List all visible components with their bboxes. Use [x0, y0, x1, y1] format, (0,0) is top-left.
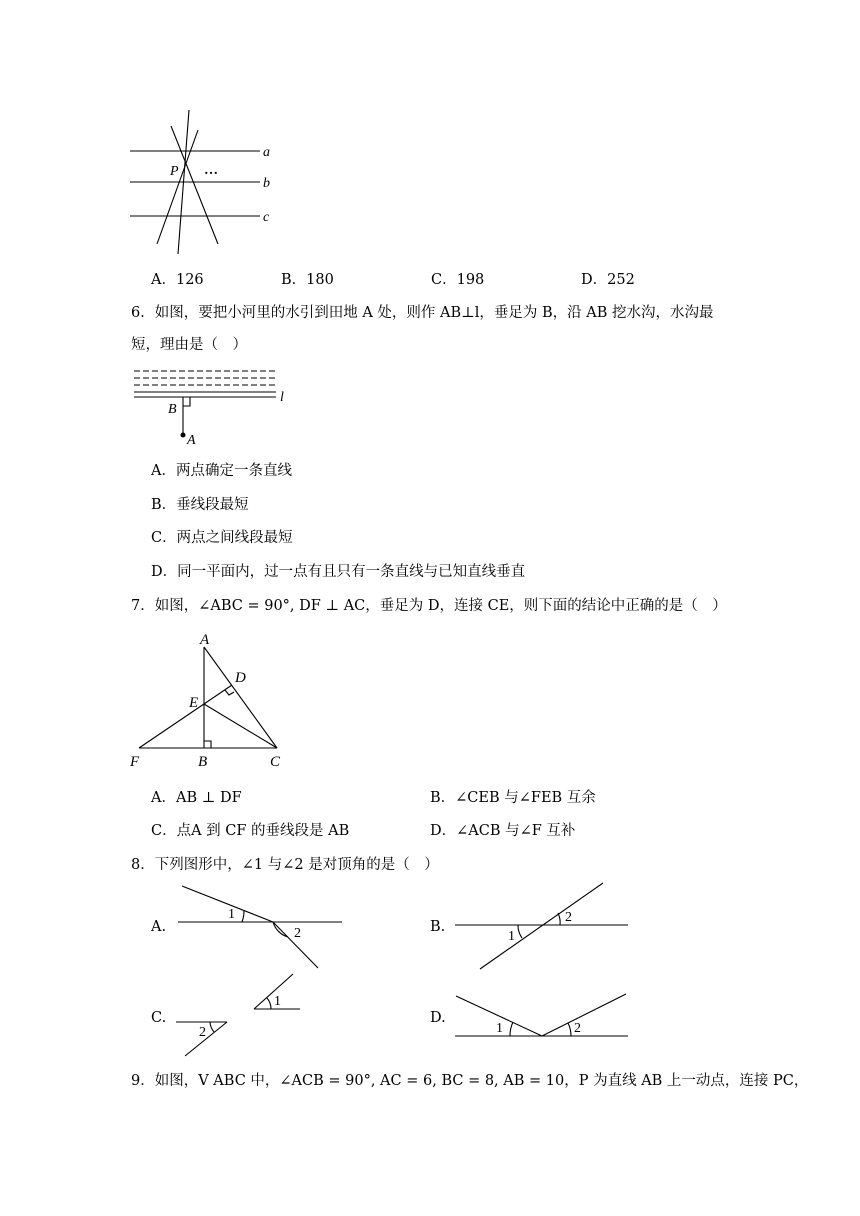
- q7-label-C: C: [270, 754, 281, 770]
- q8-option-a-angle-1: 1: [228, 907, 235, 922]
- q7-label-D: D: [235, 670, 246, 686]
- q5-figure: [120, 104, 290, 264]
- q7-option-a[interactable]: A．AB ⊥ DF: [151, 790, 242, 806]
- q8-option-c-figure[interactable]: [170, 968, 310, 1060]
- q6-stem-line1: 6．如图，要把小河里的水引到田地 A 处，则作 AB⊥l，垂足为 B，沿 AB 挖水沟，水沟最: [131, 305, 714, 321]
- q5-option-c-text: 198: [456, 272, 485, 288]
- q6-label-A: A: [187, 433, 196, 448]
- q7-option-c[interactable]: C．点A 到 CF 的垂线段是 AB: [151, 823, 350, 839]
- q8-option-d-angle-1: 1: [496, 1021, 503, 1036]
- q5-option-d-text: 252: [607, 272, 635, 288]
- q5-option-b[interactable]: [281, 270, 334, 290]
- q6-option-c[interactable]: C．两点之间线段最短: [151, 530, 293, 546]
- q8-option-b-angle-1: 1: [508, 929, 515, 944]
- q9-stem: 9．如图，V ABC 中，∠ACB = 90°, AC = 6, BC = 8, AB = 10，P 为直线 AB 上一动点，连接 PC，: [131, 1073, 809, 1089]
- q5-label-a: a: [263, 145, 270, 160]
- q5-label-dots: …: [204, 163, 218, 178]
- q5-label-P: P: [170, 164, 179, 179]
- q8-option-b-key[interactable]: B.: [430, 919, 446, 935]
- q6-label-l: l: [280, 390, 284, 405]
- q7-label-A: A: [200, 632, 210, 648]
- q6-stem-line2: 短，理由是（ ）: [131, 337, 247, 353]
- q5-option-b-key: B．: [281, 272, 307, 288]
- q8-option-c-key[interactable]: C.: [151, 1010, 167, 1026]
- q5-option-d[interactable]: [581, 270, 635, 290]
- q6-option-d[interactable]: D．同一平面内，过一点有且只有一条直线与已知直线垂直: [151, 564, 526, 580]
- q8-option-c-angle-2: 2: [199, 1025, 206, 1040]
- q7-label-B: B: [198, 754, 208, 770]
- q7-figure: [125, 627, 295, 772]
- q5-option-a[interactable]: [151, 270, 204, 290]
- q5-label-c: c: [263, 210, 270, 225]
- q8-option-c-angle-1: 1: [274, 994, 281, 1009]
- q8-option-b-angle-2: 2: [565, 910, 572, 925]
- q8-option-a-key[interactable]: A.: [151, 919, 167, 935]
- q7-option-b[interactable]: B．∠CEB 与∠FEB 互余: [430, 790, 596, 806]
- q8-option-d-key[interactable]: D.: [430, 1010, 446, 1026]
- q7-label-E: E: [189, 695, 199, 711]
- q7-label-F: F: [130, 754, 140, 770]
- q6-option-b[interactable]: B．垂线段最短: [151, 497, 249, 513]
- q5-option-c-key: C．: [431, 272, 457, 288]
- q8-option-d-figure[interactable]: [450, 988, 635, 1044]
- q8-option-d-angle-2: 2: [574, 1021, 581, 1036]
- q5-option-c[interactable]: [431, 270, 484, 290]
- q5-option-a-key: A．: [151, 272, 176, 288]
- q8-stem: 8．下列图形中，∠1 与∠2 是对顶角的是（ ）: [131, 857, 439, 873]
- q7-stem: 7．如图，∠ABC = 90°, DF ⊥ AC，垂足为 D，连接 CE，则下面的结论中正确的是（ ）: [131, 598, 727, 614]
- q8-option-b-figure[interactable]: [450, 878, 635, 973]
- q8-option-a-angle-2: 2: [294, 926, 301, 941]
- q5-option-d-key: D．: [581, 272, 608, 288]
- q6-figure: [128, 364, 298, 448]
- q5-option-b-text: 180: [306, 272, 334, 288]
- q5-option-a-text: 126: [175, 272, 204, 288]
- q8-option-a-figure[interactable]: [170, 880, 350, 972]
- q7-option-d[interactable]: D．∠ACB 与∠F 互补: [430, 823, 576, 839]
- q6-label-B: B: [168, 402, 177, 417]
- q6-option-a[interactable]: A．两点确定一条直线: [151, 463, 292, 479]
- q5-label-b: b: [263, 176, 270, 191]
